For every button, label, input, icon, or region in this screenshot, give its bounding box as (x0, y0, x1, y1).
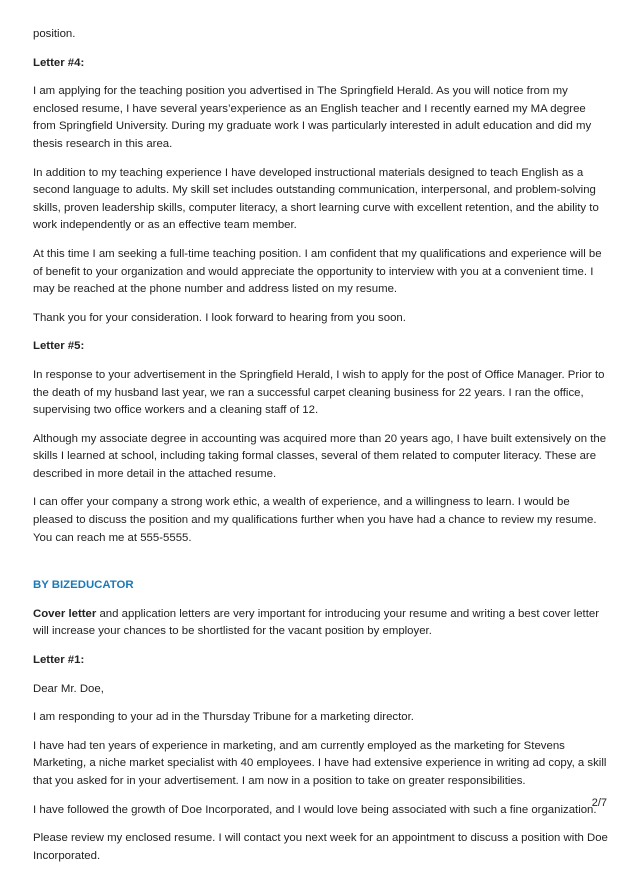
letter-4-paragraph: I am applying for the teaching position you advertised in The Springfield Herald. As you will notice from my enclosed resume, I have several years’experience as an English teacher and I recently earned my MA degree from Springfield University. During my graduate work I was particularly interested in adult education and did my thesis research in this area. (33, 85, 592, 150)
letter-5-paragraph: In response to your advertisement in the Springfield Herald, I wish to apply for the post of Office Manager. Prior to the death of my husband last year, we ran a successful carpet cleaning business for 22 years. I ran the office, supervising two office workers and a cleaning staff of 12. (33, 368, 605, 417)
letter-5-heading: Letter #5: (33, 340, 85, 353)
page-number: 2/7 (591, 797, 607, 809)
letter-1-paragraph: I have had ten years of experience in marketing, and am currently employed as the marketing for Stevens Marketing, a niche market specialist with 40 employees. I have had extensive experience in writing ad copy, a skill that you asked for in your advertisement. I am now in a position to take on greater responsibilities. (33, 739, 607, 787)
intro-lead-text: Cover letter (33, 607, 97, 620)
letter-1-heading: Letter #1: (33, 654, 85, 667)
continuation-text: position. (33, 28, 76, 40)
letter-1-paragraph: Dear Mr. Doe, (33, 682, 104, 695)
letter-1-paragraph: I have followed the growth of Doe Incorporated, and I would love being associated with such a fine organization. (33, 803, 597, 816)
document-page (33, 26, 611, 876)
letter-5-paragraph: I can offer your company a strong work ethic, a wealth of experience, and a willingness to learn. I would be pleased to discuss the position and my qualifications further when you have had a chance to review my resume. You can reach me at 555-5555. (33, 496, 597, 544)
section-intro (33, 606, 611, 641)
letter-1-paragraph: I am responding to your ad in the Thursday Tribune for a marketing director. (33, 711, 414, 724)
letter-1-paragraph: Please review my enclosed resume. I will contact you next week for an appointment to discuss a position with Doe Incorporated. (33, 832, 608, 862)
section-title: BY BIZEDUCATOR (33, 579, 134, 592)
letter-4-paragraph: In addition to my teaching experience I have developed instructional materials designed to teach English as a second language to adults. My skill set includes outstanding communication, interpersonal, and problem-solving skills, proven leadership skills, computer literacy, a short learning curve with excellent retention, and the ability to work independently or as an effective team member. (33, 166, 599, 232)
letter-4-paragraph: At this time I am seeking a full-time teaching position. I am confident that my qualifications and experience will be of benefit to your organization and would appreciate the opportunity to interview with you at a convenient time. I may be reached at the phone number and address listed on my resume. (33, 247, 602, 296)
intro-body-text: and application letters are very important for introducing your resume and writing a best cover letter will increase your chances to be shortlisted for the vacant position by employer. (33, 607, 600, 638)
letter-4-heading: Letter #4: (33, 56, 85, 69)
letter-4-paragraph: Thank you for your consideration. I look forward to hearing from you soon. (33, 311, 406, 324)
letter-5-paragraph: Although my associate degree in accounting was acquired more than 20 years ago, I have built extensively on the skills I learned at school, including taking formal classes, several of them related to computer literacy. These are described in more detail in the attached resume. (33, 432, 607, 480)
